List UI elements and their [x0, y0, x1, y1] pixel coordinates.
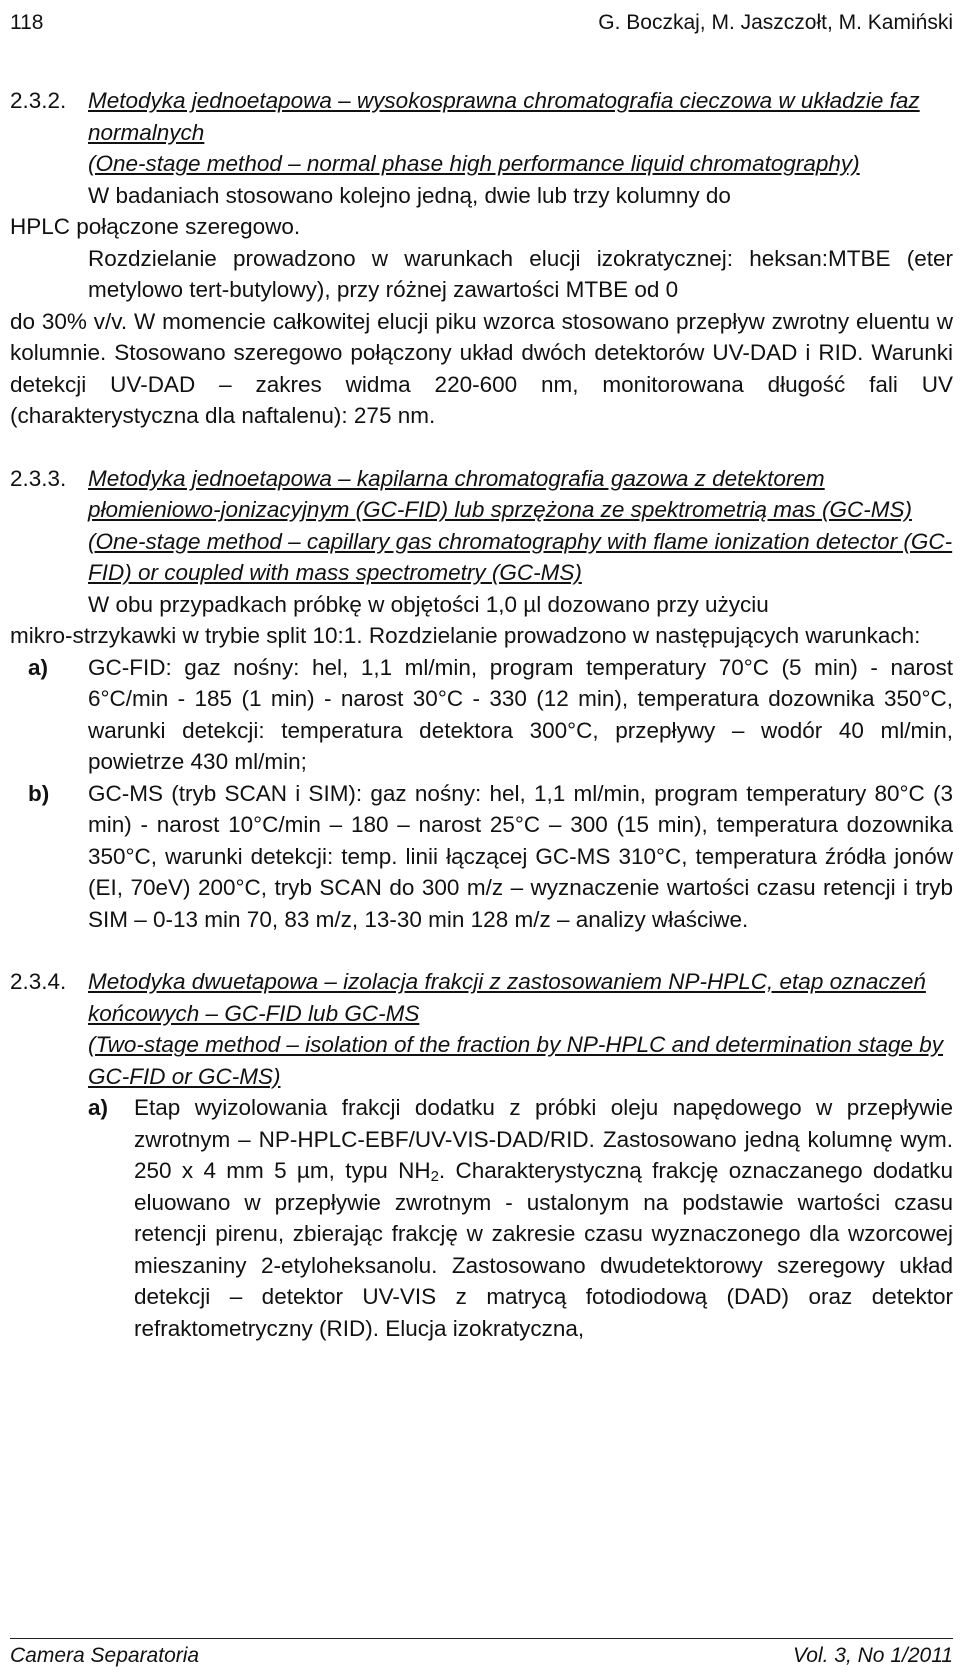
paragraph: W obu przypadkach próbkę w objętości 1,0 µl dozowano przy użyciu	[88, 591, 769, 617]
section-heading-polish: Metodyka jednoetapowa – wysokosprawna chromatografia cieczowa w układzie faz normalnych	[88, 88, 920, 145]
list-item	[10, 778, 953, 936]
list-item-label: b)	[28, 780, 50, 806]
section-heading-english: (One-stage method – normal phase high performance liquid chromatography)	[88, 151, 860, 176]
list-item	[10, 652, 953, 778]
section-2-3-3	[10, 463, 953, 936]
page-footer	[10, 1638, 953, 1667]
list-item-text: GC-MS (tryb SCAN i SIM): gaz nośny: hel, 1,1 ml/min, program temperatury 80°C (3 min) - narost 10°C/min – 180 – narost 25°C – 300 (15 min), temperatura dozownika 350°C, warunki detekcji: temp. linii łączącej GC-MS 310°C, temperatura źródła jonów (EI, 70eV) 200°C, tryb SCAN do 300 m/z – wyznaczenie wartości czasu retencji i tryb SIM – 0-13 min 70, 83 m/z, 13-30 min 128 m/z – analizy właściwe.	[88, 780, 953, 932]
page-number: 118	[10, 11, 44, 34]
journal-name: Camera Separatoria	[10, 1644, 200, 1667]
list-item-label: a)	[88, 1095, 109, 1120]
section-number: 2.3.4.	[10, 969, 67, 994]
list-item-text: GC-FID: gaz nośny: hel, 1,1 ml/min, program temperatury 70°C (5 min) - narost 6°C/min - 185 (1 min) - narost 30°C - 330 (12 min), temperatura dozownika 350°C, warunki detekcji: temperatura detektora 300°C, przepływy – wodór 40 ml/min, powietrze 430 ml/min;	[88, 654, 953, 774]
section-number: 2.3.3.	[10, 465, 67, 491]
paragraph: do 30% v/v. W momencie całkowitej elucji piku wzorca stosowano przepływ zwrotny eluentu w kolumnie. Stosowano szeregowo połączony układ dwóch detektorów UV-DAD i RID. Warunki detekcji UV-DAD – zakres widma 220-600 nm, monitorowana długość fali UV (charakterystyczna dla naftalenu): 275 nm.	[10, 308, 953, 428]
subscript: 2	[430, 1168, 439, 1185]
section-number: 2.3.2.	[10, 88, 67, 113]
section-heading-english: (Two-stage method – isolation of the fraction by NP-HPLC and determination stage by GC-FID or GC-MS)	[88, 1032, 944, 1089]
list-item	[88, 1092, 953, 1344]
paragraph: W badaniach stosowano kolejno jedną, dwie lub trzy kolumny do	[88, 182, 731, 208]
journal-volume: Vol. 3, No 1/2011	[793, 1644, 953, 1667]
steps-list	[88, 1092, 953, 1344]
section-2-3-2	[10, 85, 953, 432]
section-heading-english: (One-stage method – capillary gas chromatography with flame ionization detector (GC-FID) or coupled with mass spectrometry (GC-MS)	[88, 528, 953, 585]
page-body	[10, 85, 953, 1344]
paragraph: Rozdzielanie prowadzono w warunkach elucji izokratycznej: heksan:MTBE (eter metylowo tert-butylowy), przy różnej zawartości MTBE od 0	[88, 245, 953, 302]
paragraph: HPLC połączone szeregowo.	[10, 214, 301, 239]
list-item-text: Etap wyizolowania frakcji dodatku z próbki oleju napędowego w przepływie zwrotnym – NP-HPLC-EBF/UV-VIS-DAD/RID. Zastosowano jedną kolumnę wym. 250 x 4 mm 5 µm, typu NH	[134, 1095, 953, 1183]
section-heading-polish: Metodyka dwuetapowa – izolacja frakcji z zastosowaniem NP-HPLC, etap oznaczeń końcowych – GC-FID lub GC-MS	[88, 969, 926, 1026]
conditions-list	[10, 652, 953, 936]
running-head-authors: G. Boczkaj, M. Jaszczołt, M. Kamiński	[598, 11, 953, 34]
section-heading-polish: Metodyka jednoetapowa – kapilarna chromatografia gazowa z detektorem płomieniowo-jonizacyjnym (GC-FID) lub sprzężona ze spektrometrią mas (GC-MS)	[88, 465, 912, 522]
paragraph: mikro-strzykawki w trybie split 10:1. Rozdzielanie prowadzono w następujących warunkach:	[10, 623, 921, 648]
list-item-text-continued: . Charakterystyczną frakcję oznaczanego dodatku eluowano w przepływie zwrotnym - ustalonym na podstawie wartości czasu retencji pirenu, zbierając frakcję w zakresie czasu wyznaczonego dla wzorcowej mieszaniny 2-etyloheksanolu. Zastosowano dwudetektorowy szeregowy układ detekcji – detektor UV-VIS z matrycą fotodiodową (DAD) oraz detektor refraktometryczny (RID). Elucja izokratyczna,	[134, 1158, 953, 1341]
section-2-3-4	[10, 966, 953, 1344]
list-item-label: a)	[28, 654, 49, 680]
